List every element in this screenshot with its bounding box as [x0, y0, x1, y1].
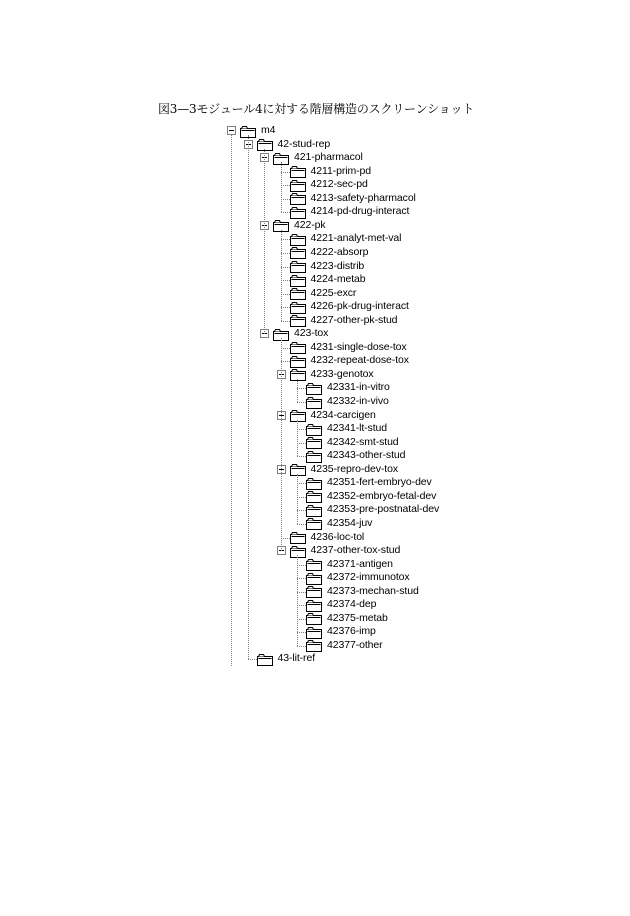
- folder-icon: [273, 152, 290, 164]
- tree-node-label: 4233-genotox: [310, 367, 374, 380]
- tree-node-label: 42332-in-vivo: [327, 395, 389, 407]
- tree-node-label: 4212-sec-pd: [310, 178, 368, 191]
- tree-node-4212-sec-pd[interactable]: [290, 178, 368, 191]
- folder-icon: [290, 260, 307, 272]
- folder-icon: [290, 341, 307, 353]
- tree-node-label: 4224-metab: [310, 273, 366, 286]
- folder-icon: [290, 179, 307, 191]
- folder-icon: [290, 355, 307, 367]
- collapse-toggle-icon[interactable]: [227, 126, 236, 135]
- tree-node-42373-mechan-stud[interactable]: [306, 585, 419, 598]
- tree-node-4224-metab[interactable]: [290, 273, 366, 286]
- tree-node-4234-carcigen[interactable]: [277, 409, 376, 422]
- folder-icon: [257, 138, 274, 150]
- tree-node-422-pk[interactable]: [260, 219, 326, 232]
- tree-node-label: 4234-carcigen: [310, 408, 376, 421]
- folder-icon: [290, 206, 307, 218]
- folder-icon: [306, 396, 323, 408]
- folder-icon: [306, 612, 323, 624]
- tree-node-43-lit-ref[interactable]: [257, 652, 316, 665]
- tree-node-42352-embryo-fetal-dev[interactable]: [306, 490, 436, 503]
- folder-icon: [290, 192, 307, 204]
- tree-node-label: 42343-other-stud: [327, 449, 406, 462]
- tree-node-42-stud-rep[interactable]: [244, 138, 331, 151]
- folder-icon: [306, 558, 323, 570]
- folder-icon: [306, 490, 323, 502]
- folder-icon: [290, 531, 307, 543]
- tree-node-42375-metab[interactable]: [306, 612, 388, 625]
- tree-node-4235-repro-dev-tox[interactable]: [277, 463, 399, 476]
- tree-node-label: 42372-immunotox: [327, 571, 410, 584]
- tree-node-label: 4213-safety-pharmacol: [310, 191, 416, 204]
- tree-node-label: 42377-other: [327, 638, 383, 651]
- folder-icon: [306, 585, 323, 597]
- figure-caption: 図3—3モジュール4に対する階層構造のスクリーンショット: [158, 102, 475, 116]
- folder-icon: [240, 125, 257, 137]
- tree-node-label: 42353-pre-postnatal-dev: [327, 503, 440, 516]
- tree-node-label: 42331-in-vitro: [327, 381, 390, 394]
- tree-node-42351-fert-embryo-dev[interactable]: [306, 476, 432, 489]
- tree-node-label: 422-pk: [294, 218, 326, 231]
- tree-node-42374-dep[interactable]: [306, 598, 376, 611]
- tree-node-label: 4225-excr: [310, 286, 357, 299]
- tree-node-label: 4222-absorp: [310, 245, 369, 258]
- folder-icon: [290, 314, 307, 326]
- tree-node-42343-other-stud[interactable]: [306, 449, 405, 462]
- folder-icon: [306, 639, 323, 651]
- tree-node-label: 4227-other-pk-stud: [310, 313, 398, 326]
- tree-node-42372-immunotox[interactable]: [306, 571, 410, 584]
- tree-node-4213-safety-pharmacol[interactable]: [290, 192, 416, 205]
- folder-icon: [306, 504, 323, 516]
- folder-icon: [273, 219, 290, 231]
- tree-node-4226-pk-drug-interact[interactable]: [290, 300, 409, 313]
- folder-icon: [290, 165, 307, 177]
- tree-node-label: 4235-repro-dev-tox: [310, 462, 398, 475]
- tree-node-label: 4236-loc-tol: [310, 530, 365, 543]
- tree-node-42331-in-vitro[interactable]: [306, 381, 390, 394]
- tree-node-4221-analyt-met-val[interactable]: [290, 232, 402, 245]
- tree-node-4233-genotox[interactable]: [277, 368, 374, 381]
- tree-node-label: m4: [261, 124, 276, 136]
- folder-icon: [273, 328, 290, 340]
- tree-node-label: 42374-dep: [327, 598, 377, 611]
- tree-node-423-tox[interactable]: [260, 327, 328, 340]
- tree-node-4211-prim-pd[interactable]: [290, 165, 371, 178]
- folder-icon: [290, 233, 307, 245]
- tree-node-4237-other-tox-stud[interactable]: [277, 544, 401, 557]
- folder-icon: [290, 301, 307, 313]
- tree-node-label: 42352-embryo-fetal-dev: [327, 489, 437, 502]
- tree-node-421-pharmacol[interactable]: [260, 151, 363, 164]
- tree-node-4231-single-dose-tox[interactable]: [290, 341, 407, 354]
- tree-node-label: 4237-other-tox-stud: [310, 544, 401, 557]
- folder-icon: [306, 477, 323, 489]
- folder-icon: [306, 517, 323, 529]
- folder-icon: [306, 599, 323, 611]
- folder-icon: [290, 246, 307, 258]
- folder-icon: [306, 450, 323, 462]
- tree-node-label: 4231-single-dose-tox: [310, 340, 407, 353]
- tree-node-label: 42342-smt-stud: [327, 435, 399, 448]
- tree-node-m4[interactable]: [227, 124, 275, 137]
- tree-node-42341-lt-stud[interactable]: [306, 422, 387, 435]
- tree-node-label: 42354-juv: [327, 516, 373, 529]
- folder-icon: [290, 409, 307, 421]
- folder-icon: [306, 423, 323, 435]
- folder-icon: [257, 653, 274, 665]
- tree-node-4222-absorp[interactable]: [290, 246, 369, 259]
- tree-node-label: 42375-metab: [327, 611, 388, 624]
- tree-node-label: 42351-fert-embryo-dev: [327, 476, 432, 489]
- tree-node-label: 4214-pd-drug-interact: [310, 205, 410, 218]
- tree-node-label: 4226-pk-drug-interact: [310, 300, 409, 313]
- tree-node-label: 43-lit-ref: [277, 652, 316, 665]
- tree-node-label: 4221-analyt-met-val: [310, 232, 402, 245]
- tree-node-label: 42376-imp: [327, 625, 376, 638]
- tree-node-label: 42371-antigen: [327, 557, 393, 570]
- folder-icon: [306, 626, 323, 638]
- tree-node-42332-in-vivo[interactable]: [306, 395, 389, 408]
- tree-node-42377-other[interactable]: [306, 639, 383, 652]
- tree-node-label: 42373-mechan-stud: [327, 584, 419, 597]
- tree-node-label: 42341-lt-stud: [327, 422, 387, 435]
- folder-icon: [290, 545, 307, 557]
- tree-node-4236-loc-tol[interactable]: [290, 531, 365, 544]
- folder-icon: [306, 436, 323, 448]
- tree-node-42353-pre-postnatal-dev[interactable]: [306, 503, 439, 516]
- folder-icon: [290, 463, 307, 475]
- tree-node-4223-distrib[interactable]: [290, 260, 365, 273]
- tree-node-label: 421-pharmacol: [294, 151, 363, 164]
- tree-node-42371-antigen[interactable]: [306, 558, 393, 571]
- tree-node-42354-juv[interactable]: [306, 517, 372, 530]
- tree-node-label: 42-stud-rep: [277, 137, 331, 150]
- tree-node-label: 423-tox: [294, 327, 329, 340]
- folder-icon: [306, 382, 323, 394]
- folder-icon: [290, 287, 307, 299]
- folder-icon: [290, 368, 307, 380]
- tree-node-label: 4232-repeat-dose-tox: [310, 354, 409, 367]
- tree-node-label: 4223-distrib: [310, 259, 365, 272]
- tree-node-4232-repeat-dose-tox[interactable]: [290, 354, 409, 367]
- tree-node-4227-other-pk-stud[interactable]: [290, 314, 398, 327]
- folder-icon: [290, 274, 307, 286]
- tree-node-42342-smt-stud[interactable]: [306, 436, 399, 449]
- tree-node-4214-pd-drug-interact[interactable]: [290, 205, 410, 218]
- tree-node-label: 4211-prim-pd: [310, 164, 371, 177]
- folder-icon: [306, 572, 323, 584]
- tree-node-42376-imp[interactable]: [306, 625, 376, 638]
- tree-node-4225-excr[interactable]: [290, 287, 357, 300]
